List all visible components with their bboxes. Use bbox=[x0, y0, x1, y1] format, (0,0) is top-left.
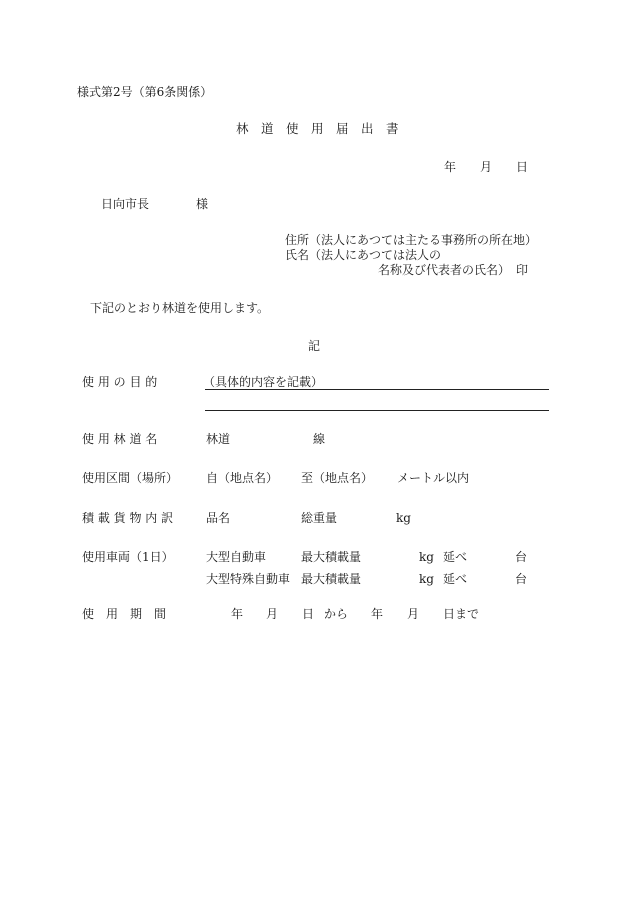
date-month: 月 bbox=[480, 160, 493, 174]
row-cargo-label: 積 載 貨 物 内 訳 bbox=[82, 511, 174, 525]
date-year: 年 bbox=[444, 160, 457, 174]
period-start-year: 年 bbox=[231, 607, 244, 621]
row-road-label: 使 用 林 道 名 bbox=[82, 432, 158, 446]
vehicle-type: 大型自動車 bbox=[206, 550, 267, 564]
form-number: 様式第2号（第6条関係） bbox=[77, 85, 213, 99]
section-length: メートル以内 bbox=[397, 471, 470, 485]
purpose-value: （具体的内容を記載） bbox=[203, 375, 324, 389]
period-start-month: 月 bbox=[266, 607, 279, 621]
period-start-day: 日 bbox=[302, 607, 315, 621]
period-end-day: 日まで bbox=[443, 607, 480, 621]
addressee-name: 日向市長 bbox=[101, 197, 150, 211]
date-day: 日 bbox=[516, 160, 529, 174]
period-end-year: 年 bbox=[371, 607, 384, 621]
addressee-honorific: 様 bbox=[196, 197, 209, 211]
vehicle-type: 大型特殊自動車 bbox=[206, 572, 291, 586]
cargo-weight: 総重量 bbox=[301, 511, 338, 525]
cargo-unit: kg bbox=[396, 511, 411, 525]
vehicle-max-load: 最大積載量 bbox=[301, 572, 362, 586]
vehicle-total: 延べ bbox=[443, 550, 468, 564]
applicant-name-label: 氏名（法人にあつては法人の bbox=[285, 248, 442, 262]
vehicle-unit: kg bbox=[419, 550, 434, 564]
cargo-item: 品名 bbox=[206, 511, 231, 525]
section-from: 自（地点名） bbox=[206, 471, 279, 485]
applicant-name-label-2: 名称及び代表者の氏名） bbox=[378, 263, 511, 277]
row-vehicles-label: 使用車両（1日） bbox=[82, 550, 174, 564]
period-end-month: 月 bbox=[407, 607, 420, 621]
row-period-label: 使 用 期 間 bbox=[82, 607, 167, 621]
page-title: 林 道 使 用 届 出 書 bbox=[236, 121, 399, 136]
ki-heading: 記 bbox=[308, 339, 321, 353]
vehicle-total: 延べ bbox=[443, 572, 468, 586]
road-prefix: 林道 bbox=[206, 432, 231, 446]
row-section-label: 使用区間（場所） bbox=[82, 471, 179, 485]
purpose-underline-2 bbox=[205, 410, 549, 411]
section-to: 至（地点名） bbox=[301, 471, 374, 485]
row-purpose-label: 使 用 の 目 的 bbox=[82, 375, 158, 389]
road-suffix: 線 bbox=[313, 432, 326, 446]
vehicle-count: 台 bbox=[515, 550, 528, 564]
seal-mark: 印 bbox=[516, 263, 529, 277]
intro-sentence: 下記のとおり林道を使用します。 bbox=[90, 301, 270, 315]
applicant-address-label: 住所（法人にあつては主たる事務所の所在地） bbox=[285, 233, 538, 247]
vehicle-max-load: 最大積載量 bbox=[301, 550, 362, 564]
vehicle-unit: kg bbox=[419, 572, 434, 586]
vehicle-count: 台 bbox=[515, 572, 528, 586]
period-from: から bbox=[324, 607, 349, 621]
purpose-underline-1 bbox=[205, 389, 549, 390]
